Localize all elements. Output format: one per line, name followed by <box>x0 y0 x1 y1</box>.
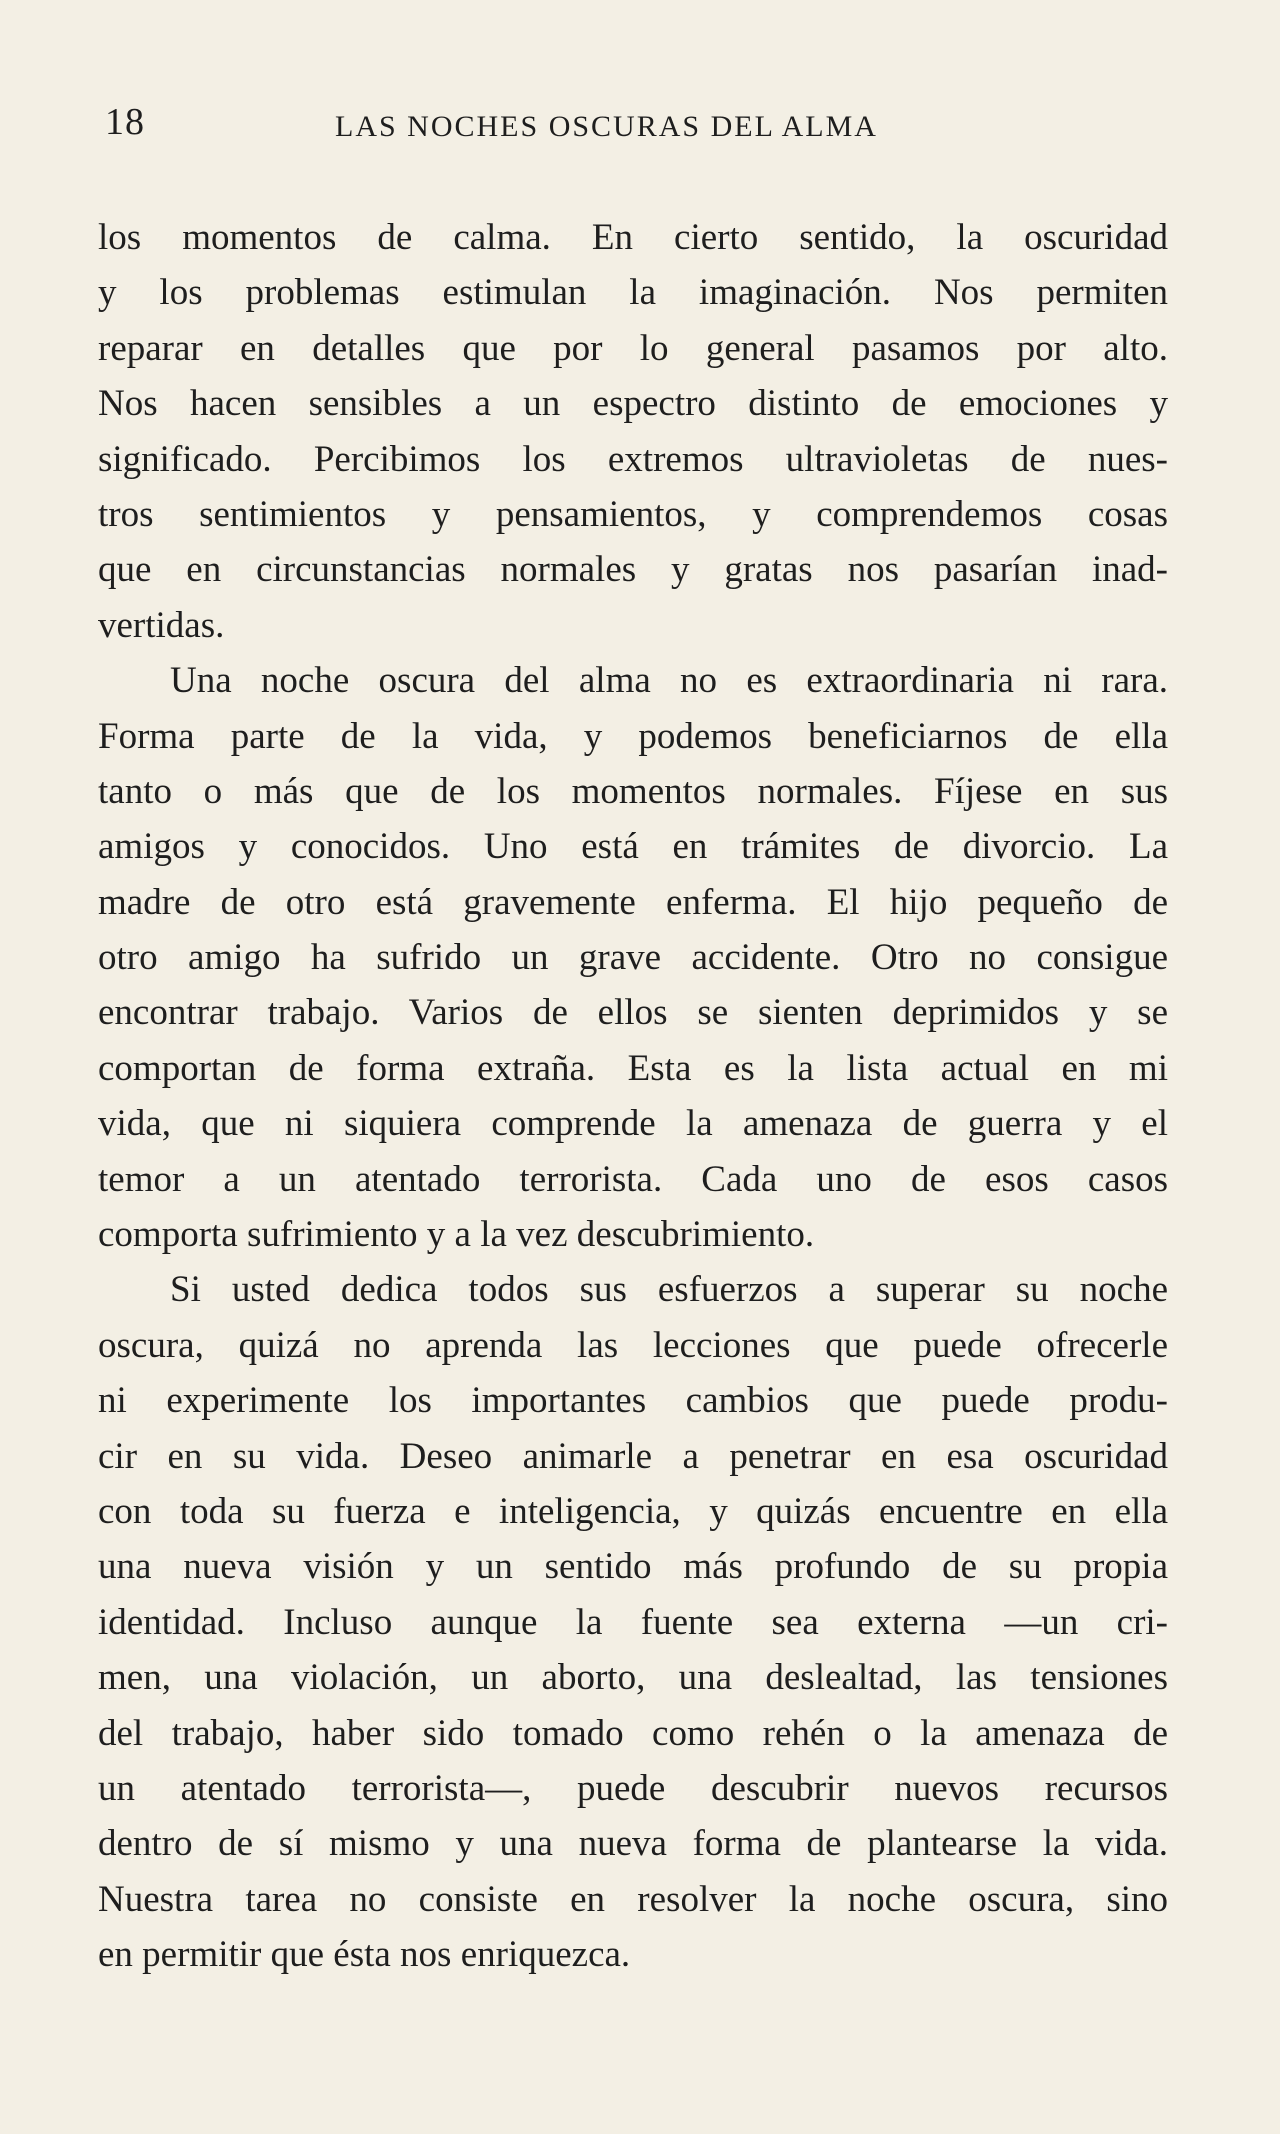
text-line: del trabajo, haber sido tomado como rehén o la amenaza de <box>98 1712 1168 1754</box>
text-line: identidad. Incluso aunque la fuente sea externa —un cri- <box>98 1601 1168 1643</box>
text-line: Una noche oscura del alma no es extraordinaria ni rara. <box>170 660 1168 702</box>
text-line: amigos y conocidos. Uno está en trámites de divorcio. La <box>98 826 1168 868</box>
text-line: tanto o más que de los momentos normales. Fíjese en sus <box>98 770 1168 812</box>
text-line: comporta sufrimiento y a la vez descubrimiento. <box>98 1214 815 1256</box>
text-line: dentro de sí mismo y una nueva forma de plantearse la vida. <box>98 1823 1168 1865</box>
text-line: madre de otro está gravemente enferma. El hijo pequeño de <box>98 881 1168 923</box>
text-line: Si usted dedica todos sus esfuerzos a superar su noche <box>170 1269 1168 1311</box>
text-line: tros sentimientos y pensamientos, y comprendemos cosas <box>98 493 1168 535</box>
text-line: una nueva visión y un sentido más profundo de su propia <box>98 1546 1168 1588</box>
text-line: y los problemas estimulan la imaginación. Nos permiten <box>98 272 1168 314</box>
text-line: comportan de forma extraña. Esta es la lista actual en mi <box>98 1047 1168 1089</box>
page-number: 18 <box>105 101 145 143</box>
text-line: cir en su vida. Deseo animarle a penetrar en esa oscuridad <box>98 1435 1168 1477</box>
text-line: significado. Percibimos los extremos ultravioletas de nues- <box>98 438 1168 480</box>
paragraph-3 <box>98 1262 1168 1982</box>
text-line: Forma parte de la vida, y podemos beneficiarnos de ella <box>98 715 1168 757</box>
text-line: men, una violación, un aborto, una deslealtad, las tensiones <box>98 1657 1168 1699</box>
text-line: un atentado terrorista—, puede descubrir nuevos recursos <box>98 1767 1168 1809</box>
text-line: que en circunstancias normales y gratas nos pasarían inad- <box>98 549 1168 591</box>
text-line: con toda su fuerza e inteligencia, y quizás encuentre en ella <box>98 1490 1168 1532</box>
text-line: reparar en detalles que por lo general pasamos por alto. <box>98 327 1168 369</box>
text-line: en permitir que ésta nos enriquezca. <box>98 1934 631 1976</box>
text-line: los momentos de calma. En cierto sentido, la oscuridad <box>98 217 1168 258</box>
text-line: ni experimente los importantes cambios que puede produ- <box>98 1380 1168 1422</box>
text-line: otro amigo ha sufrido un grave accidente. Otro no consigue <box>98 937 1168 979</box>
text-line: vertidas. <box>98 604 225 646</box>
body-text <box>98 210 1168 1983</box>
text-line: Nos hacen sensibles a un espectro distinto de emociones y <box>98 383 1168 425</box>
text-line: temor a un atentado terrorista. Cada uno de esos casos <box>98 1158 1168 1200</box>
text-line: encontrar trabajo. Varios de ellos se sienten deprimidos y se <box>98 992 1168 1034</box>
paragraph-1 <box>98 210 1168 653</box>
running-title: LAS NOCHES OSCURAS DEL ALMA <box>335 110 878 143</box>
text-line: oscura, quizá no aprenda las lecciones que puede ofrecerle <box>98 1324 1168 1366</box>
paragraph-2 <box>98 653 1168 1262</box>
text-line: Nuestra tarea no consiste en resolver la noche oscura, sino <box>98 1878 1168 1920</box>
text-line: vida, que ni siquiera comprende la amenaza de guerra y el <box>98 1103 1168 1145</box>
page-header <box>105 100 1175 150</box>
